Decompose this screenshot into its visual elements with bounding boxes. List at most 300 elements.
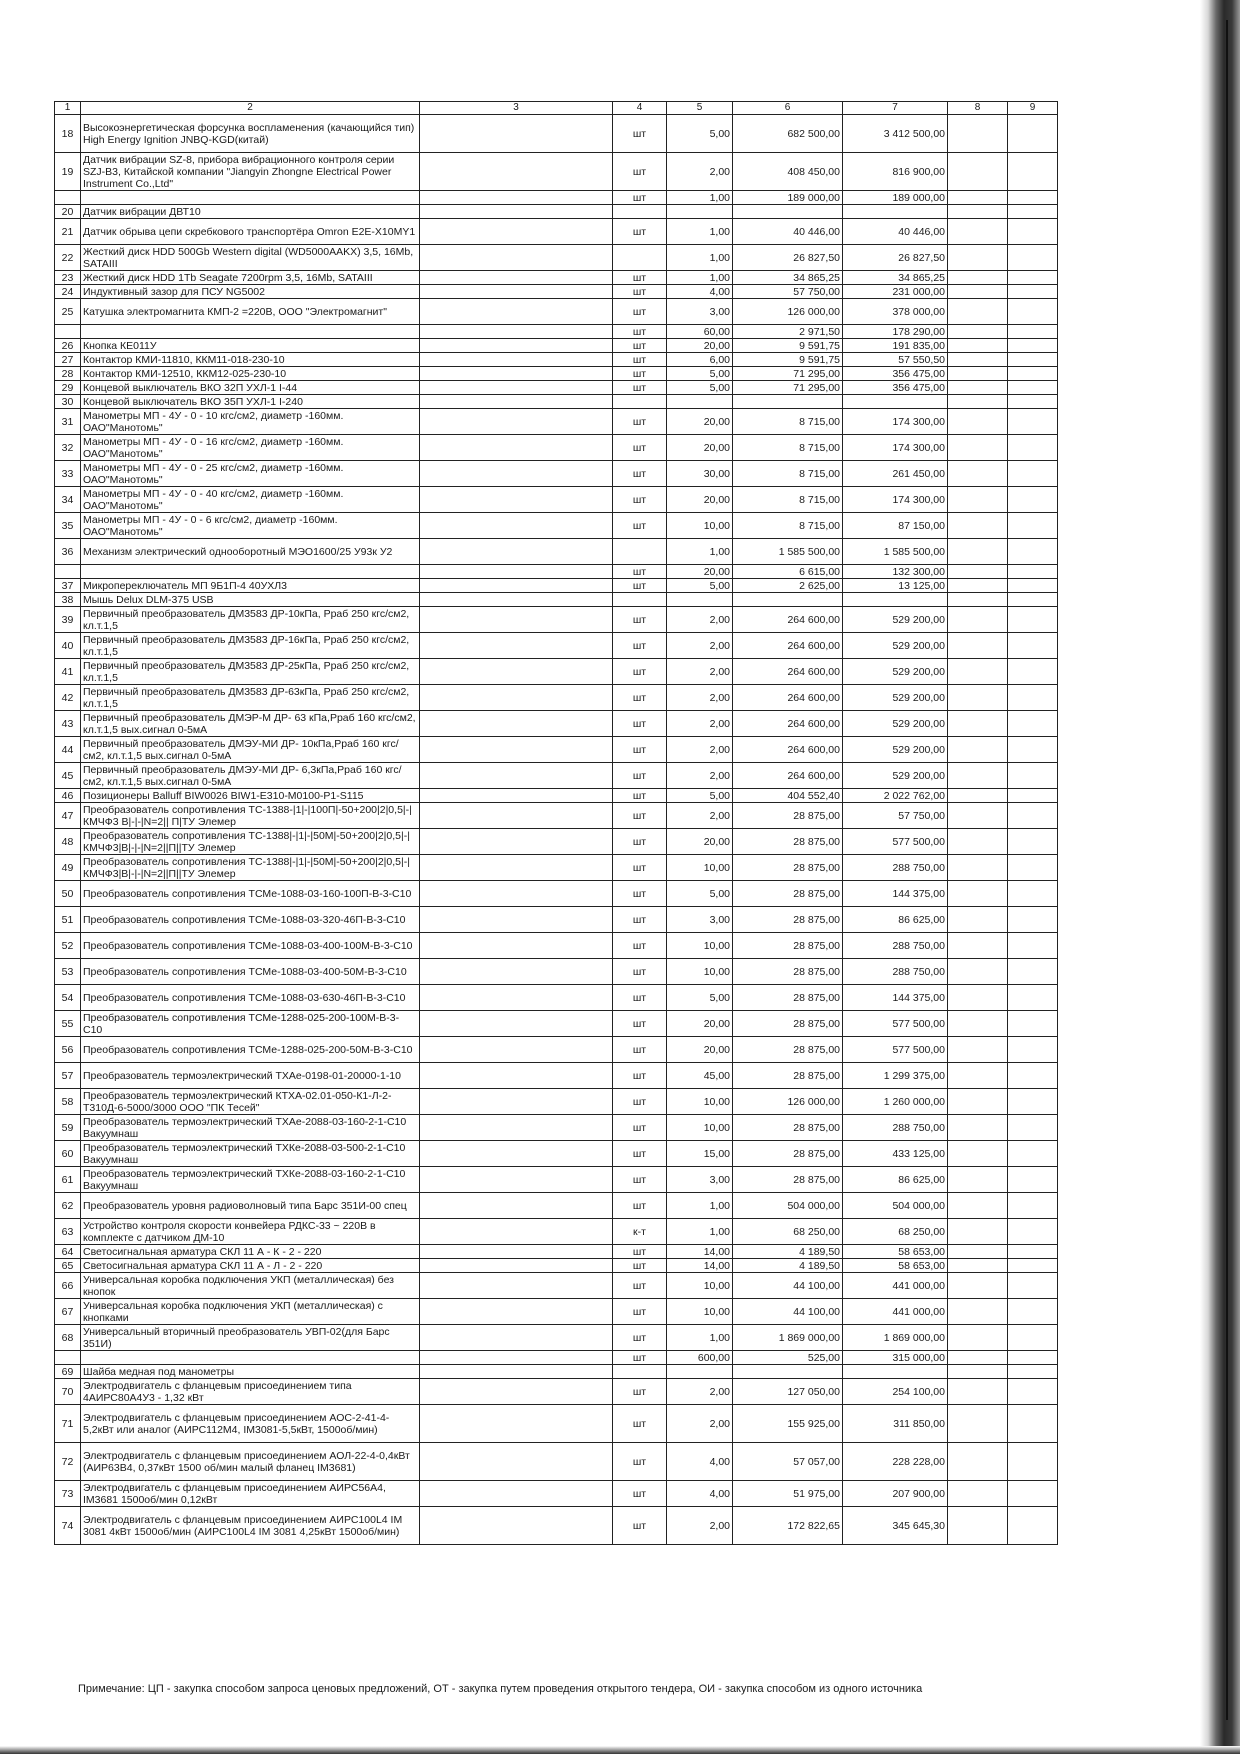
item-description: Датчик обрыва цепи скребкового транспортёра Omron E2E-X10MY1 bbox=[81, 219, 420, 245]
item-description: Первичный преобразователь ДМ3583 ДР-63кПа, Рраб 250 кгс/см2, кл.т.1,5 bbox=[81, 685, 420, 711]
item-description: Преобразователь уровня радиоволновый типа Барс 351И-00 спец bbox=[81, 1193, 420, 1219]
col-8-cell bbox=[948, 659, 1008, 685]
row-number: 59 bbox=[55, 1115, 81, 1141]
item-description bbox=[81, 565, 420, 579]
col-8-cell bbox=[948, 1037, 1008, 1063]
col-3-cell bbox=[420, 607, 613, 633]
total-cell: 288 750,00 bbox=[843, 959, 948, 985]
unit-cell: шт bbox=[613, 881, 667, 907]
column-number-row bbox=[55, 102, 1058, 115]
total-cell: 529 200,00 bbox=[843, 711, 948, 737]
quantity-cell bbox=[667, 593, 733, 607]
col-3-cell bbox=[420, 1299, 613, 1325]
item-description: Первичный преобразователь ДМ3583 ДР-16кПа, Рраб 250 кгс/см2, кл.т.1,5 bbox=[81, 633, 420, 659]
total-cell: 1 260 000,00 bbox=[843, 1089, 948, 1115]
total-cell: 174 300,00 bbox=[843, 409, 948, 435]
total-cell: 311 850,00 bbox=[843, 1405, 948, 1443]
unit-cell: шт bbox=[613, 1481, 667, 1507]
row-number bbox=[55, 191, 81, 205]
quantity-cell: 3,00 bbox=[667, 907, 733, 933]
item-description: Электродвигатель с фланцевым присоединением АОС-2-41-4-5,2кВт или аналог (АИРС112М4, IM3081-5,5кВт, 1500об/мин) bbox=[81, 1405, 420, 1443]
unit-cell: шт bbox=[613, 1379, 667, 1405]
unit-price-cell: 2 625,00 bbox=[733, 579, 843, 593]
item-description: Микропереключатель МП 9Б1П-4 40УХЛ3 bbox=[81, 579, 420, 593]
table-row bbox=[55, 565, 1058, 579]
item-description: Преобразователь термоэлектрический ТХАе-2088-03-160-2-1-С10 Вакуумнаш bbox=[81, 1115, 420, 1141]
row-number: 74 bbox=[55, 1507, 81, 1545]
col-3-cell bbox=[420, 789, 613, 803]
quantity-cell: 20,00 bbox=[667, 829, 733, 855]
unit-price-cell: 4 189,50 bbox=[733, 1259, 843, 1273]
row-number: 43 bbox=[55, 711, 81, 737]
table-row bbox=[55, 607, 1058, 633]
col-8-cell bbox=[948, 1193, 1008, 1219]
quantity-cell: 4,00 bbox=[667, 1481, 733, 1507]
col-9-cell bbox=[1008, 299, 1058, 325]
table-row bbox=[55, 659, 1058, 685]
unit-cell: шт bbox=[613, 271, 667, 285]
column-header: 2 bbox=[81, 102, 420, 115]
col-3-cell bbox=[420, 271, 613, 285]
row-number: 60 bbox=[55, 1141, 81, 1167]
table-row bbox=[55, 395, 1058, 409]
row-number: 46 bbox=[55, 789, 81, 803]
unit-price-cell: 28 875,00 bbox=[733, 1037, 843, 1063]
col-3-cell bbox=[420, 1193, 613, 1219]
total-cell: 57 750,00 bbox=[843, 803, 948, 829]
item-description: Первичный преобразователь ДМЭУ-МИ ДР- 10кПа,Рраб 160 кгс/см2, кл.т.1,5 вых.сигнал 0-5мА bbox=[81, 737, 420, 763]
total-cell: 40 446,00 bbox=[843, 219, 948, 245]
unit-price-cell: 28 875,00 bbox=[733, 881, 843, 907]
total-cell: 86 625,00 bbox=[843, 1167, 948, 1193]
item-description: Электродвигатель с фланцевым присоединением АОЛ-22-4-0,4кВт (АИР63В4, 0,37кВт 1500 об/мин малый фланец IM3681) bbox=[81, 1443, 420, 1481]
table-row bbox=[55, 1379, 1058, 1405]
row-number: 19 bbox=[55, 153, 81, 191]
table-row bbox=[55, 381, 1058, 395]
row-number: 22 bbox=[55, 245, 81, 271]
row-number bbox=[55, 325, 81, 339]
total-cell: 577 500,00 bbox=[843, 829, 948, 855]
col-9-cell bbox=[1008, 907, 1058, 933]
row-number: 29 bbox=[55, 381, 81, 395]
col-9-cell bbox=[1008, 1443, 1058, 1481]
total-cell: 58 653,00 bbox=[843, 1259, 948, 1273]
quantity-cell: 2,00 bbox=[667, 763, 733, 789]
unit-price-cell: 264 600,00 bbox=[733, 633, 843, 659]
unit-cell: шт bbox=[613, 579, 667, 593]
unit-price-cell: 28 875,00 bbox=[733, 1167, 843, 1193]
quantity-cell: 20,00 bbox=[667, 565, 733, 579]
item-description: Универсальная коробка подключения УКП (металлическая) без кнопок bbox=[81, 1273, 420, 1299]
row-number: 73 bbox=[55, 1481, 81, 1507]
item-description bbox=[81, 325, 420, 339]
col-9-cell bbox=[1008, 487, 1058, 513]
quantity-cell: 2,00 bbox=[667, 1507, 733, 1545]
total-cell: 378 000,00 bbox=[843, 299, 948, 325]
col-3-cell bbox=[420, 367, 613, 381]
col-9-cell bbox=[1008, 271, 1058, 285]
item-description: Первичный преобразователь ДМ3583 ДР-25кПа, Рраб 250 кгс/см2, кл.т.1,5 bbox=[81, 659, 420, 685]
item-description: Преобразователь сопротивления ТСМе-1088-03-320-46П-В-3-С10 bbox=[81, 907, 420, 933]
quantity-cell: 1,00 bbox=[667, 1219, 733, 1245]
unit-cell: шт bbox=[613, 829, 667, 855]
item-description: Преобразователь сопротивления ТСМе-1088-03-400-50М-В-3-С10 bbox=[81, 959, 420, 985]
col-3-cell bbox=[420, 245, 613, 271]
table-row bbox=[55, 1245, 1058, 1259]
col-8-cell bbox=[948, 1379, 1008, 1405]
col-3-cell bbox=[420, 711, 613, 737]
col-3-cell bbox=[420, 659, 613, 685]
row-number: 65 bbox=[55, 1259, 81, 1273]
unit-cell: шт bbox=[613, 513, 667, 539]
quantity-cell: 14,00 bbox=[667, 1245, 733, 1259]
unit-price-cell: 28 875,00 bbox=[733, 959, 843, 985]
col-8-cell bbox=[948, 325, 1008, 339]
quantity-cell: 1,00 bbox=[667, 1325, 733, 1351]
row-number: 26 bbox=[55, 339, 81, 353]
col-8-cell bbox=[948, 1167, 1008, 1193]
table-row bbox=[55, 763, 1058, 789]
item-description: Преобразователь сопротивления ТСМе-1088-03-630-46П-В-3-С10 bbox=[81, 985, 420, 1011]
col-3-cell bbox=[420, 1507, 613, 1545]
unit-cell: шт bbox=[613, 789, 667, 803]
col-9-cell bbox=[1008, 1245, 1058, 1259]
table-row bbox=[55, 685, 1058, 711]
row-number: 72 bbox=[55, 1443, 81, 1481]
col-8-cell bbox=[948, 633, 1008, 659]
total-cell: 504 000,00 bbox=[843, 1193, 948, 1219]
col-8-cell bbox=[948, 487, 1008, 513]
unit-cell: шт bbox=[613, 933, 667, 959]
row-number: 38 bbox=[55, 593, 81, 607]
unit-cell: шт bbox=[613, 153, 667, 191]
unit-price-cell: 28 875,00 bbox=[733, 803, 843, 829]
col-9-cell bbox=[1008, 685, 1058, 711]
col-8-cell bbox=[948, 409, 1008, 435]
col-9-cell bbox=[1008, 579, 1058, 593]
col-9-cell bbox=[1008, 565, 1058, 579]
total-cell: 529 200,00 bbox=[843, 633, 948, 659]
col-3-cell bbox=[420, 539, 613, 565]
col-3-cell bbox=[420, 205, 613, 219]
col-3-cell bbox=[420, 633, 613, 659]
quantity-cell: 5,00 bbox=[667, 985, 733, 1011]
col-8-cell bbox=[948, 435, 1008, 461]
item-description: Концевой выключатель ВКО 32П УХЛ-1 I-44 bbox=[81, 381, 420, 395]
col-9-cell bbox=[1008, 985, 1058, 1011]
total-cell: 529 200,00 bbox=[843, 685, 948, 711]
quantity-cell bbox=[667, 205, 733, 219]
row-number: 42 bbox=[55, 685, 81, 711]
unit-price-cell: 1 585 500,00 bbox=[733, 539, 843, 565]
column-header: 3 bbox=[420, 102, 613, 115]
item-description: Преобразователь сопротивления ТС-1388|-|1|-|50М|-50+200|2|0,5|-|КМЧФ3|В|-|-|N=2||П||ТУ Элемер bbox=[81, 829, 420, 855]
unit-cell: шт bbox=[613, 855, 667, 881]
quantity-cell: 60,00 bbox=[667, 325, 733, 339]
col-9-cell bbox=[1008, 855, 1058, 881]
col-3-cell bbox=[420, 985, 613, 1011]
col-9-cell bbox=[1008, 367, 1058, 381]
col-3-cell bbox=[420, 1011, 613, 1037]
item-description: Жесткий диск HDD 500Gb Western digital (WD5000AAKX) 3,5, 16Mb, SATAIII bbox=[81, 245, 420, 271]
quantity-cell: 2,00 bbox=[667, 633, 733, 659]
unit-cell: шт bbox=[613, 1193, 667, 1219]
total-cell: 1 869 000,00 bbox=[843, 1325, 948, 1351]
table-row bbox=[55, 513, 1058, 539]
table-row bbox=[55, 829, 1058, 855]
total-cell: 529 200,00 bbox=[843, 763, 948, 789]
col-8-cell bbox=[948, 881, 1008, 907]
row-number: 28 bbox=[55, 367, 81, 381]
table-row bbox=[55, 737, 1058, 763]
unit-cell: шт bbox=[613, 1089, 667, 1115]
col-3-cell bbox=[420, 299, 613, 325]
row-number: 50 bbox=[55, 881, 81, 907]
unit-cell: шт bbox=[613, 1299, 667, 1325]
row-number: 63 bbox=[55, 1219, 81, 1245]
col-9-cell bbox=[1008, 1405, 1058, 1443]
col-8-cell bbox=[948, 607, 1008, 633]
unit-cell: шт bbox=[613, 191, 667, 205]
col-3-cell bbox=[420, 1141, 613, 1167]
unit-price-cell: 8 715,00 bbox=[733, 513, 843, 539]
quantity-cell: 10,00 bbox=[667, 1273, 733, 1299]
col-3-cell bbox=[420, 487, 613, 513]
item-description: Манометры МП - 4У - 0 - 16 кгс/см2, диаметр -160мм. ОАО"Манотомь" bbox=[81, 435, 420, 461]
item-description: Позиционеры Balluff BIW0026 BIW1-E310-M0100-P1-S115 bbox=[81, 789, 420, 803]
total-cell: 87 150,00 bbox=[843, 513, 948, 539]
col-3-cell bbox=[420, 325, 613, 339]
table-row bbox=[55, 435, 1058, 461]
item-description: Механизм электрический однооборотный МЭО1600/25 У93к У2 bbox=[81, 539, 420, 565]
row-number: 69 bbox=[55, 1365, 81, 1379]
col-9-cell bbox=[1008, 1063, 1058, 1089]
unit-cell: шт bbox=[613, 219, 667, 245]
total-cell: 577 500,00 bbox=[843, 1011, 948, 1037]
unit-price-cell: 264 600,00 bbox=[733, 711, 843, 737]
quantity-cell: 45,00 bbox=[667, 1063, 733, 1089]
row-number: 33 bbox=[55, 461, 81, 487]
unit-price-cell: 155 925,00 bbox=[733, 1405, 843, 1443]
unit-price-cell: 264 600,00 bbox=[733, 685, 843, 711]
table-row bbox=[55, 1193, 1058, 1219]
unit-price-cell: 264 600,00 bbox=[733, 763, 843, 789]
unit-cell: шт bbox=[613, 487, 667, 513]
item-description: Преобразователь сопротивления ТСМе-1088-03-400-100М-В-3-С10 bbox=[81, 933, 420, 959]
col-3-cell bbox=[420, 513, 613, 539]
unit-cell: шт bbox=[613, 285, 667, 299]
total-cell: 144 375,00 bbox=[843, 985, 948, 1011]
total-cell: 174 300,00 bbox=[843, 435, 948, 461]
unit-price-cell: 126 000,00 bbox=[733, 299, 843, 325]
table-row bbox=[55, 245, 1058, 271]
col-9-cell bbox=[1008, 219, 1058, 245]
quantity-cell: 1,00 bbox=[667, 271, 733, 285]
unit-cell: шт bbox=[613, 299, 667, 325]
col-8-cell bbox=[948, 1089, 1008, 1115]
unit-price-cell: 28 875,00 bbox=[733, 985, 843, 1011]
unit-cell: шт bbox=[613, 381, 667, 395]
total-cell: 816 900,00 bbox=[843, 153, 948, 191]
row-number: 31 bbox=[55, 409, 81, 435]
table-row bbox=[55, 1507, 1058, 1545]
unit-price-cell: 28 875,00 bbox=[733, 1011, 843, 1037]
column-header: 4 bbox=[613, 102, 667, 115]
unit-cell: шт bbox=[613, 1011, 667, 1037]
table-row bbox=[55, 1405, 1058, 1443]
col-3-cell bbox=[420, 285, 613, 299]
table-row bbox=[55, 153, 1058, 191]
col-3-cell bbox=[420, 395, 613, 409]
total-cell: 86 625,00 bbox=[843, 907, 948, 933]
item-description: Мышь Delux DLM-375 USB bbox=[81, 593, 420, 607]
col-3-cell bbox=[420, 1089, 613, 1115]
col-8-cell bbox=[948, 789, 1008, 803]
quantity-cell: 2,00 bbox=[667, 685, 733, 711]
row-number: 34 bbox=[55, 487, 81, 513]
table-row bbox=[55, 353, 1058, 367]
row-number: 30 bbox=[55, 395, 81, 409]
quantity-cell: 2,00 bbox=[667, 659, 733, 685]
unit-price-cell: 682 500,00 bbox=[733, 115, 843, 153]
item-description: Индуктивный зазор для ПСУ NG5002 bbox=[81, 285, 420, 299]
unit-price-cell: 28 875,00 bbox=[733, 1063, 843, 1089]
col-3-cell bbox=[420, 737, 613, 763]
row-number: 70 bbox=[55, 1379, 81, 1405]
item-description: Преобразователь сопротивления ТС-1388|-|1|-|50М|-50+200|2|0,5|-|КМЧФ3|В|-|-|N=2||П||ТУ Элемер bbox=[81, 855, 420, 881]
col-8-cell bbox=[948, 245, 1008, 271]
col-9-cell bbox=[1008, 513, 1058, 539]
col-3-cell bbox=[420, 565, 613, 579]
col-9-cell bbox=[1008, 539, 1058, 565]
total-cell: 529 200,00 bbox=[843, 737, 948, 763]
col-8-cell bbox=[948, 933, 1008, 959]
col-9-cell bbox=[1008, 153, 1058, 191]
quantity-cell: 20,00 bbox=[667, 1011, 733, 1037]
unit-price-cell bbox=[733, 395, 843, 409]
col-8-cell bbox=[948, 381, 1008, 395]
table-row bbox=[55, 1273, 1058, 1299]
unit-cell: к-т bbox=[613, 1219, 667, 1245]
col-9-cell bbox=[1008, 245, 1058, 271]
quantity-cell: 30,00 bbox=[667, 461, 733, 487]
col-9-cell bbox=[1008, 115, 1058, 153]
quantity-cell: 600,00 bbox=[667, 1351, 733, 1365]
item-description: Контактор КМИ-11810, ККМ11-018-230-10 bbox=[81, 353, 420, 367]
total-cell: 26 827,50 bbox=[843, 245, 948, 271]
table-row bbox=[55, 1037, 1058, 1063]
col-3-cell bbox=[420, 763, 613, 789]
column-header: 1 bbox=[55, 102, 81, 115]
col-9-cell bbox=[1008, 1167, 1058, 1193]
item-description: Высокоэнергетическая форсунка воспламенения (качающийся тип) High Energy Ignition JNBQ-KGD(китай) bbox=[81, 115, 420, 153]
col-8-cell bbox=[948, 191, 1008, 205]
col-9-cell bbox=[1008, 881, 1058, 907]
quantity-cell: 5,00 bbox=[667, 367, 733, 381]
row-number: 68 bbox=[55, 1325, 81, 1351]
quantity-cell: 5,00 bbox=[667, 115, 733, 153]
total-cell: 1 585 500,00 bbox=[843, 539, 948, 565]
col-8-cell bbox=[948, 985, 1008, 1011]
quantity-cell: 2,00 bbox=[667, 803, 733, 829]
col-9-cell bbox=[1008, 1507, 1058, 1545]
item-description: Преобразователь термоэлектрический ТХАе-0198-01-20000-1-10 bbox=[81, 1063, 420, 1089]
col-9-cell bbox=[1008, 633, 1058, 659]
table-row bbox=[55, 219, 1058, 245]
unit-price-cell: 44 100,00 bbox=[733, 1299, 843, 1325]
item-description: Датчик вибрации SZ-8, прибора вибрационного контроля серии SZJ-B3, Китайской компании "Jiangyin Zhongne Electrical Power Instrument Co.,Ltd" bbox=[81, 153, 420, 191]
quantity-cell: 5,00 bbox=[667, 579, 733, 593]
quantity-cell: 2,00 bbox=[667, 711, 733, 737]
table-row bbox=[55, 367, 1058, 381]
item-description: Датчик вибрации ДВТ10 bbox=[81, 205, 420, 219]
table-row bbox=[55, 299, 1058, 325]
total-cell: 529 200,00 bbox=[843, 607, 948, 633]
col-8-cell bbox=[948, 539, 1008, 565]
item-description: Светосигнальная арматура СКЛ 11 А - Л - 2 - 220 bbox=[81, 1259, 420, 1273]
col-9-cell bbox=[1008, 803, 1058, 829]
item-description: Жесткий диск HDD 1Tb Seagate 7200rpm 3,5, 16Mb, SATAIII bbox=[81, 271, 420, 285]
quantity-cell: 10,00 bbox=[667, 1299, 733, 1325]
table-row bbox=[55, 1443, 1058, 1481]
unit-cell: шт bbox=[613, 367, 667, 381]
unit-price-cell: 8 715,00 bbox=[733, 487, 843, 513]
unit-cell: шт bbox=[613, 435, 667, 461]
total-cell: 3 412 500,00 bbox=[843, 115, 948, 153]
total-cell: 315 000,00 bbox=[843, 1351, 948, 1365]
unit-cell: шт bbox=[613, 339, 667, 353]
quantity-cell: 2,00 bbox=[667, 737, 733, 763]
col-3-cell bbox=[420, 219, 613, 245]
col-8-cell bbox=[948, 367, 1008, 381]
row-number: 67 bbox=[55, 1299, 81, 1325]
unit-price-cell: 2 971,50 bbox=[733, 325, 843, 339]
col-3-cell bbox=[420, 855, 613, 881]
item-description: Контактор КМИ-12510, ККМ12-025-230-10 bbox=[81, 367, 420, 381]
unit-cell bbox=[613, 593, 667, 607]
unit-cell: шт bbox=[613, 1037, 667, 1063]
table-row bbox=[55, 633, 1058, 659]
total-cell bbox=[843, 1365, 948, 1379]
unit-price-cell bbox=[733, 1365, 843, 1379]
col-9-cell bbox=[1008, 763, 1058, 789]
total-cell: 433 125,00 bbox=[843, 1141, 948, 1167]
unit-price-cell: 264 600,00 bbox=[733, 737, 843, 763]
col-3-cell bbox=[420, 1063, 613, 1089]
total-cell: 261 450,00 bbox=[843, 461, 948, 487]
unit-cell: шт bbox=[613, 985, 667, 1011]
row-number: 20 bbox=[55, 205, 81, 219]
col-9-cell bbox=[1008, 1011, 1058, 1037]
quantity-cell: 2,00 bbox=[667, 607, 733, 633]
unit-price-cell: 28 875,00 bbox=[733, 829, 843, 855]
total-cell: 1 299 375,00 bbox=[843, 1063, 948, 1089]
col-8-cell bbox=[948, 1365, 1008, 1379]
table-row bbox=[55, 1141, 1058, 1167]
unit-cell bbox=[613, 205, 667, 219]
col-3-cell bbox=[420, 1219, 613, 1245]
col-8-cell bbox=[948, 565, 1008, 579]
col-9-cell bbox=[1008, 1379, 1058, 1405]
col-8-cell bbox=[948, 1219, 1008, 1245]
col-3-cell bbox=[420, 1481, 613, 1507]
col-9-cell bbox=[1008, 1141, 1058, 1167]
col-3-cell bbox=[420, 685, 613, 711]
scan-bottom-shadow bbox=[0, 1746, 1240, 1754]
row-number: 39 bbox=[55, 607, 81, 633]
col-8-cell bbox=[948, 1115, 1008, 1141]
unit-cell: шт bbox=[613, 461, 667, 487]
